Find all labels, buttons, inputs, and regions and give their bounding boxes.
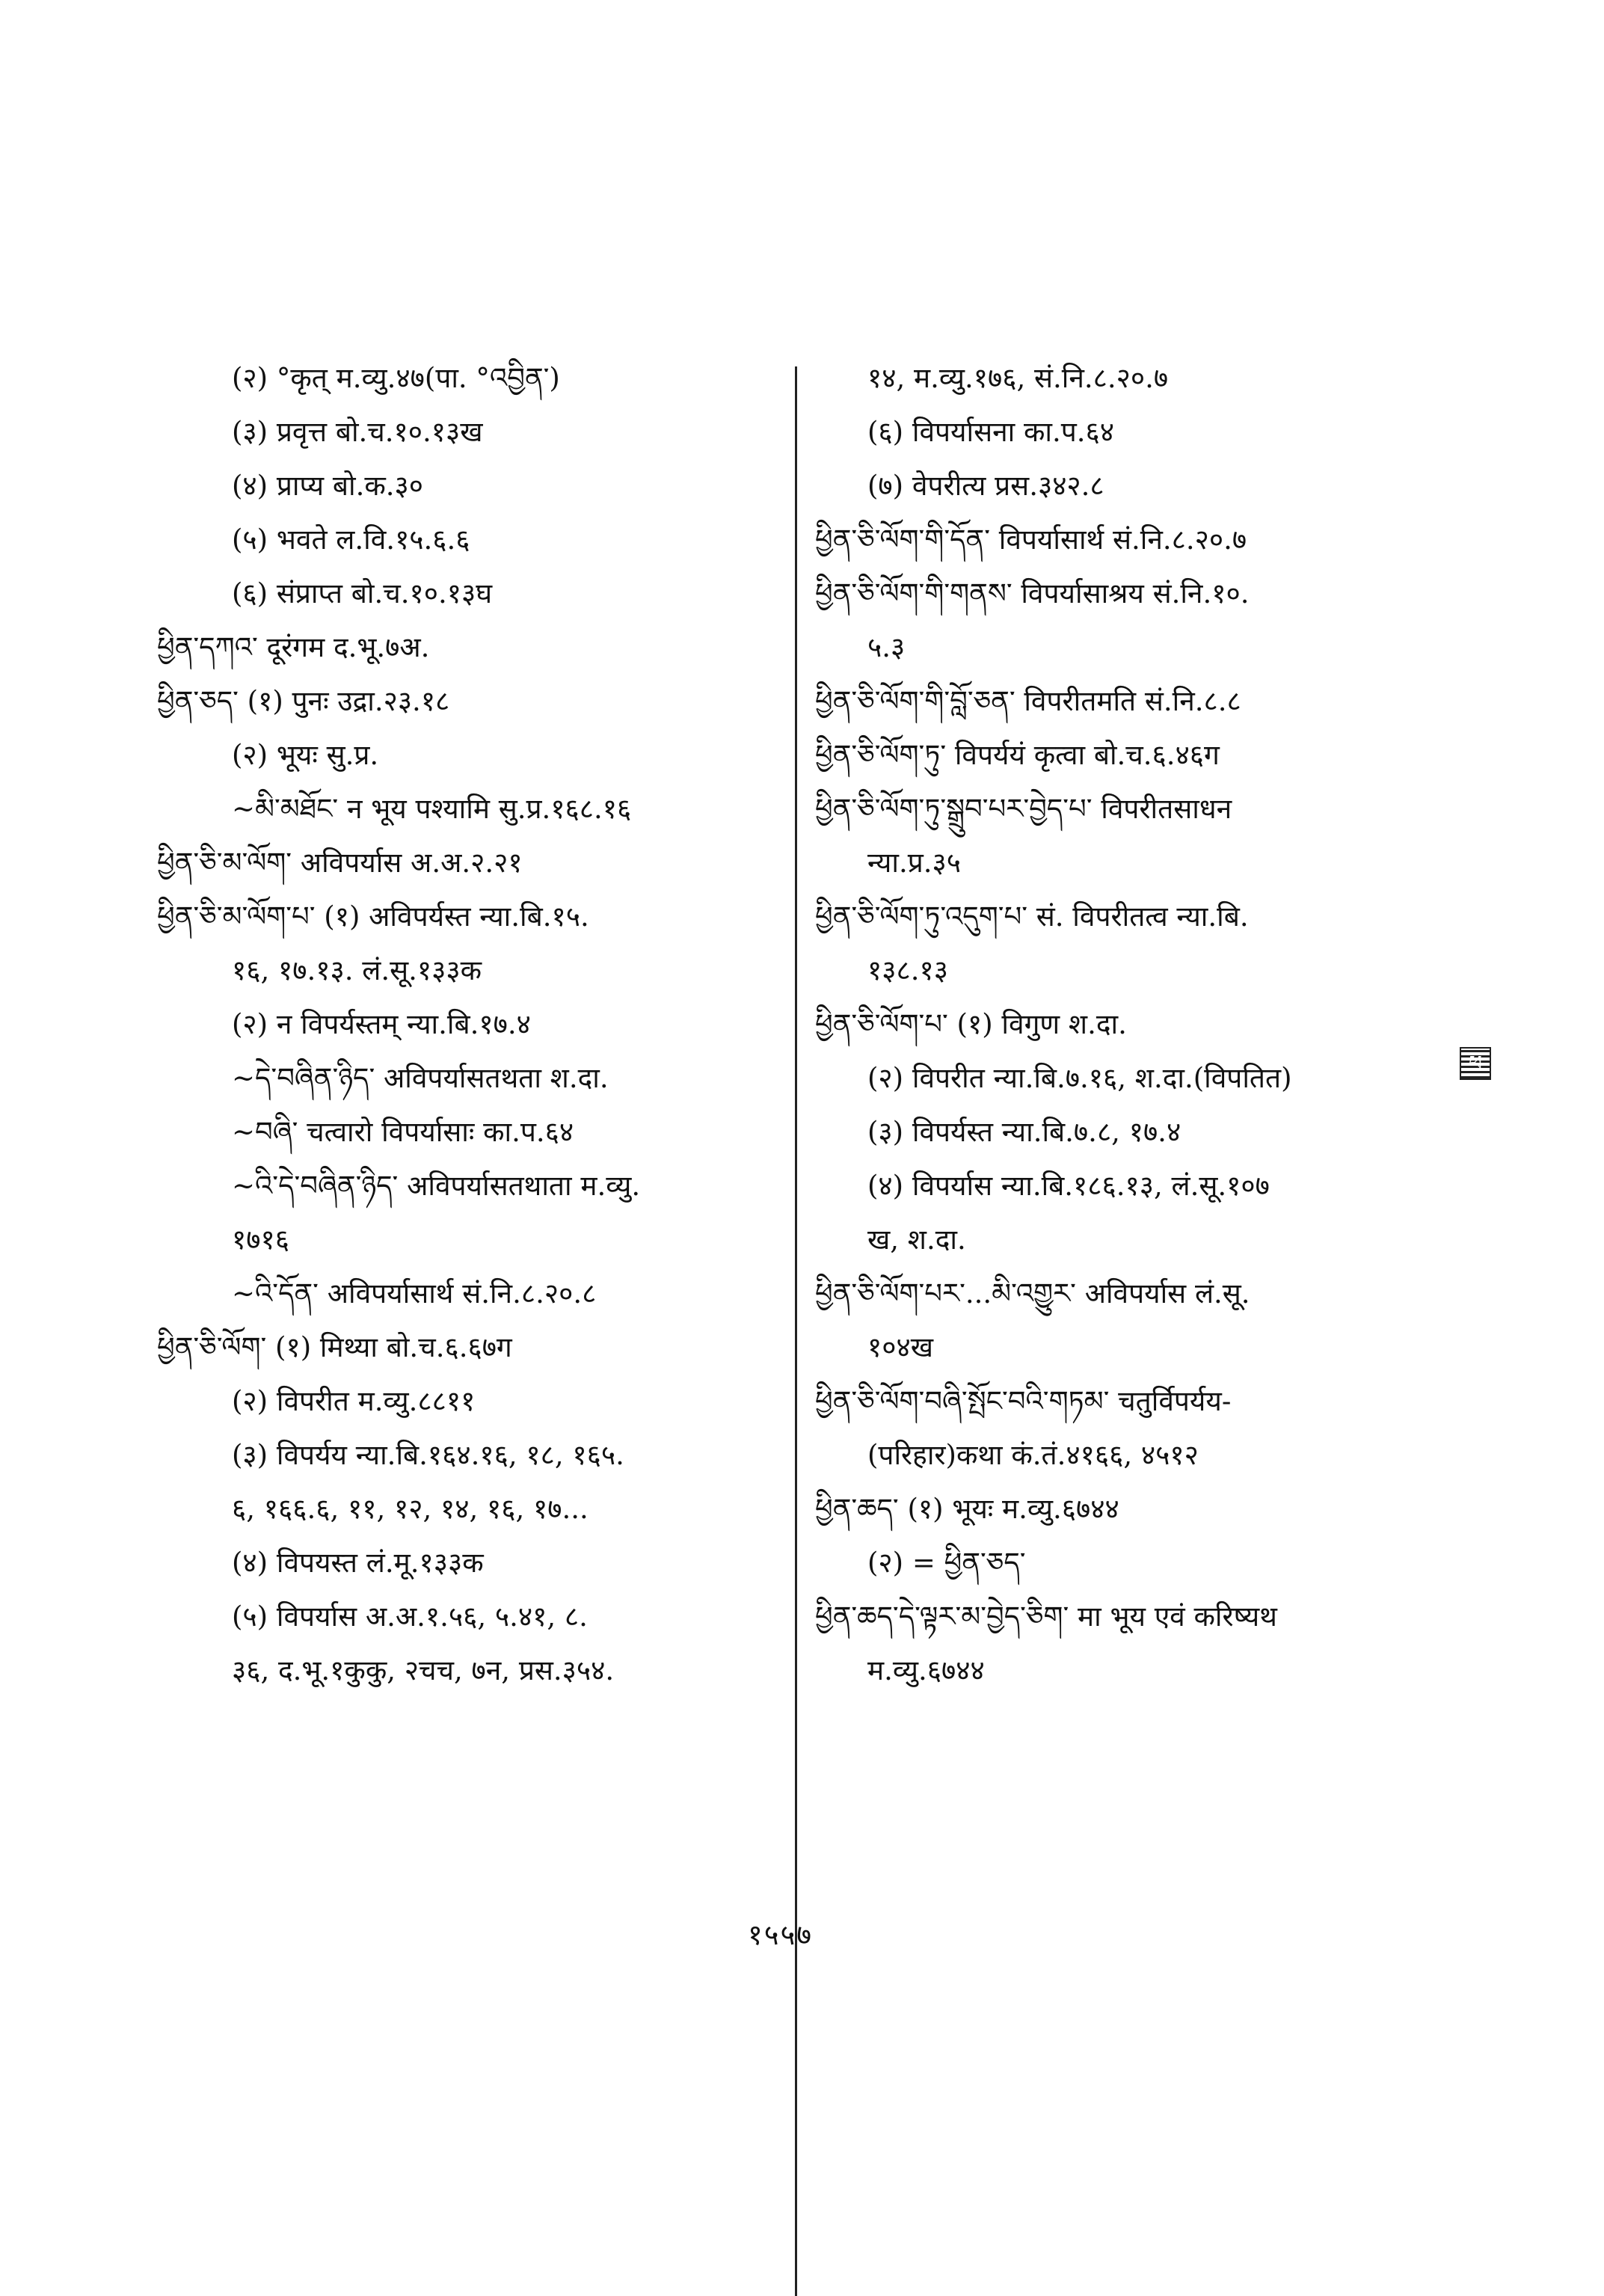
dictionary-continuation-line: १६, १७.१३. लं.सू.१३३क bbox=[232, 954, 482, 986]
dictionary-headword-entry: ཕྱིན་ཅི་མ་ལོག་ अविपर्यास अ.अ.२.२१ bbox=[157, 847, 523, 879]
dictionary-sense-line: (२) = ཕྱིན་ཅད་ bbox=[867, 1547, 1026, 1579]
dictionary-sense-line: ~འི་དོན་ अविपर्यासार्थ सं.नि.८.२०.८ bbox=[232, 1277, 597, 1310]
dictionary-sense-line: (२) न विपर्यस्तम् न्या.बि.१७.४ bbox=[232, 1008, 531, 1040]
dictionary-headword-entry: ཕྱིན་ཆད་དེ་ལྟར་མ་བྱེད་ཅིག་ मा भूय एवं करिष्यथ bbox=[815, 1600, 1277, 1633]
column-divider bbox=[795, 366, 797, 2296]
dictionary-sense-line: (६) संप्राप्त बो.च.१०.१३घ bbox=[232, 577, 493, 610]
left-column bbox=[157, 352, 778, 1698]
dictionary-headword-entry: ཕྱིན་ཅི་ལོག་པར་...མི་འགྱུར་ अविपर्यास लं.सू. bbox=[815, 1277, 1250, 1310]
page-number: १५५७ bbox=[748, 1918, 814, 1951]
dictionary-sense-line: (७) वेपरीत्य प्रस.३४२.८ bbox=[867, 470, 1104, 502]
dictionary-sense-line: (४) विपर्यास न्या.बि.१८६.१३, लं.सू.१०७ bbox=[867, 1170, 1270, 1202]
dictionary-continuation-line: (परिहार)कथा कं.तं.४१६६, ४५१२ bbox=[867, 1439, 1199, 1471]
dictionary-continuation-line: ख, श.दा. bbox=[867, 1224, 966, 1256]
dictionary-sense-line: ~བཞི་ चत्वारो विपर्यासाः का.प.६४ bbox=[232, 1116, 574, 1148]
dictionary-continuation-line: १४, म.व्यु.१७६, सं.नि.८.२०.७ bbox=[867, 362, 1169, 394]
dictionary-sense-line: (२) भूयः सु.प्र. bbox=[232, 739, 379, 771]
dictionary-sense-line: (३) विपर्यस्त न्या.बि.७.८, १७.४ bbox=[867, 1116, 1182, 1148]
dictionary-headword-entry: ཕྱིན་ཅད་ (१) पुनः उद्रा.२३.१८ bbox=[157, 685, 450, 717]
dictionary-headword-entry: ཕྱིན་ཅི་ལོག་གི་དོན་ विपर्यासार्थ सं.नि.८.२०.७ bbox=[815, 524, 1247, 556]
dictionary-sense-line: ~འི་དེ་བཞིན་ཉིད་ अविपर्यासतथाता म.व्यु. bbox=[232, 1170, 641, 1202]
dictionary-headword-entry: ཕྱིན་ཅི་ལོག་ཏུ་འདུག་པ་ सं. विपरीतत्व न्या.बि. bbox=[815, 900, 1249, 933]
dictionary-headword-entry: ཕྱིན་ཅི་ལོག་པ་ (१) विगुण श.दा. bbox=[815, 1008, 1127, 1040]
dictionary-sense-line: (६) विपर्यासना का.प.६४ bbox=[867, 416, 1114, 448]
dictionary-sense-line: (२) विपरीत न्या.बि.७.१६, श.दा.(विपतित) bbox=[867, 1062, 1292, 1094]
dictionary-headword-entry: ཕྱིན་ཅི་ལོག་གི་བློ་ཅན་ विपरीतमति सं.नि.८.८ bbox=[815, 685, 1241, 717]
dictionary-sense-line: (३) प्रवृत्त बो.च.१०.१३ख bbox=[232, 416, 483, 448]
dictionary-headword-entry: ཕྱིན་ཆད་ (१) भूयः म.व्यु.६७४४ bbox=[815, 1493, 1119, 1525]
dictionary-sense-line: ~དེ་བཞིན་ཉིད་ अविपर्यासतथता श.दा. bbox=[232, 1062, 609, 1094]
dictionary-continuation-line: १०४ख bbox=[867, 1331, 933, 1363]
dictionary-continuation-line: १७१६ bbox=[232, 1224, 289, 1256]
dictionary-sense-line: (४) विपयस्त लं.मू.१३३क bbox=[232, 1547, 484, 1579]
dictionary-sense-line: (५) भवते ल.वि.१५.६.६ bbox=[232, 524, 470, 556]
dictionary-sense-line: (४) प्राप्य बो.क.३० bbox=[232, 470, 423, 502]
dictionary-sense-line: (२) विपरीत म.व्यु.८८११ bbox=[232, 1385, 476, 1417]
dictionary-continuation-line: ५.३ bbox=[867, 631, 906, 663]
dictionary-headword-entry: ཕྱིན་ཅི་ལོག་ (१) मिथ्या बो.च.६.६७ग bbox=[157, 1331, 512, 1363]
dictionary-sense-line: (३) विपर्यय न्या.बि.१६४.१६, १८, १६५. bbox=[232, 1439, 624, 1471]
dictionary-sense-line: ~མི་མཐོང་ न भूय पश्यामि सु.प्र.१६८.१६ bbox=[232, 793, 632, 825]
thumb-index-mark: ཕ bbox=[1460, 1047, 1491, 1080]
dictionary-headword-entry: ཕྱིན་ཅི་ལོག་བཞི་སྤོང་བའི་གཏམ་ चतुर्विपर्यय- bbox=[815, 1385, 1232, 1417]
dictionary-headword-entry: ཕྱིན་ཅི་ལོག་གི་གནས་ विपर्यासाश्रय सं.नि.१०. bbox=[815, 577, 1250, 610]
dictionary-continuation-line: म.व्यु.६७४४ bbox=[867, 1654, 985, 1686]
right-column bbox=[815, 352, 1413, 1698]
dictionary-continuation-line: १३८.१३ bbox=[867, 954, 948, 986]
dictionary-headword-entry: ཕྱིན་ཅི་ལོག་ཏུ་ विपर्ययं कृत्वा बो.च.६.४६ग bbox=[815, 739, 1220, 771]
dictionary-sense-line: (२) °कृत् म.व्यु.४७(पा. °འབྱིན་) bbox=[232, 362, 560, 394]
dictionary-headword-entry: ཕྱིན་ཅི་མ་ལོག་པ་ (१) अविपर्यस्त न्या.बि.१५. bbox=[157, 900, 589, 933]
dictionary-sense-line: (५) विपर्यास अ.अ.१.५६, ५.४१, ८. bbox=[232, 1600, 588, 1633]
dictionary-headword-entry: ཕྱིན་ཅི་ལོག་ཏུ་སྒྲུབ་པར་བྱེད་པ་ विपरीतसाधन bbox=[815, 793, 1232, 825]
dictionary-continuation-line: न्या.प्र.३५ bbox=[867, 847, 962, 879]
dictionary-continuation-line: ३६, द.भू.१कुकु, २चच, ७न, प्रस.३५४. bbox=[232, 1654, 615, 1686]
dictionary-continuation-line: ६, १६६.६, ११, १२, १४, १६, १७... bbox=[232, 1493, 589, 1525]
dictionary-headword-entry: ཕྱིན་དཀའ་ दूरंगम द.भू.७अ. bbox=[157, 631, 430, 663]
